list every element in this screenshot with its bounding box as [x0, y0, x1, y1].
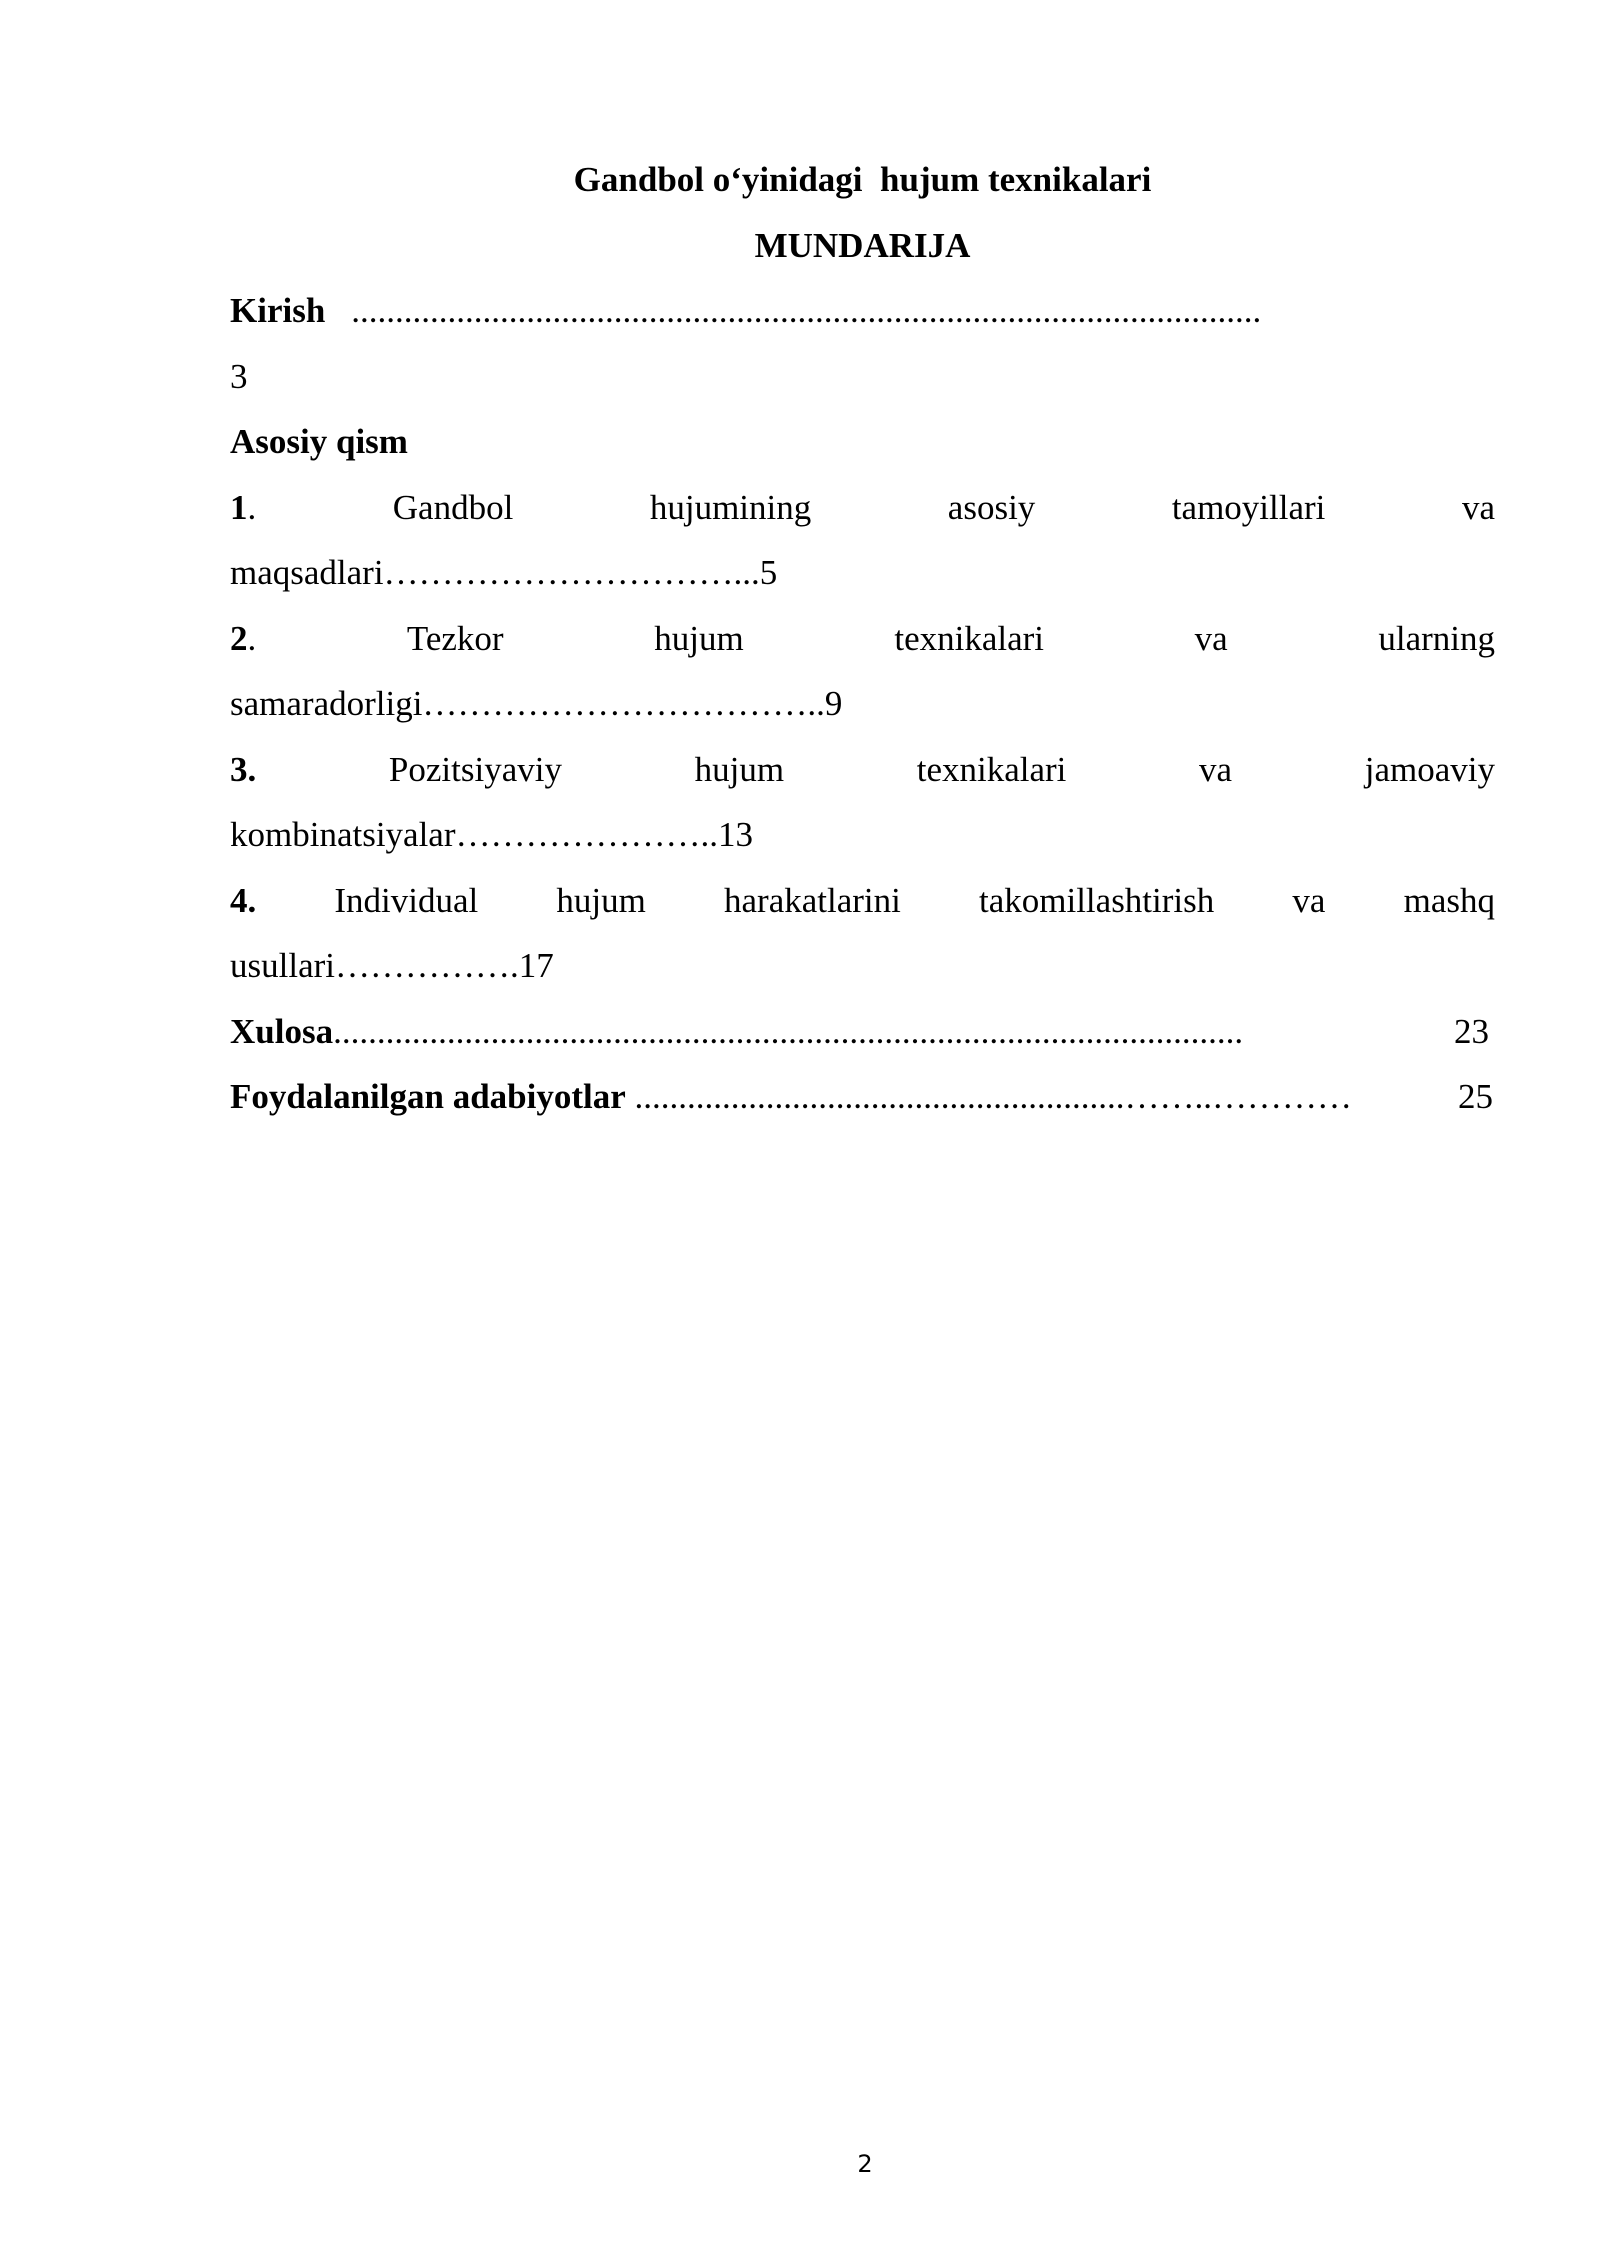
- toc-item-1-word: hujumining: [649, 487, 812, 527]
- toc-item-4-word: mashq: [1403, 880, 1495, 920]
- toc-item-4-line2: [230, 933, 1495, 999]
- toc-item-2-continuation: samaradorligi……………………………..9: [230, 684, 843, 723]
- page-number: 2: [857, 2150, 873, 2178]
- toc-item-3-word: hujum: [694, 749, 785, 789]
- toc-item-4-word: Individual: [334, 880, 479, 920]
- toc-entry-intro: [230, 278, 1495, 344]
- toc-item-3-line1: [230, 737, 1495, 803]
- toc-item-4-continuation: usullari…………….17: [230, 946, 554, 985]
- toc-item-1-line2: [230, 540, 1495, 606]
- toc-item-2-word: Tezkor: [406, 618, 504, 658]
- toc-entry-references-label: Foydalanilgan adabiyotlar: [230, 1077, 626, 1116]
- toc-entry-intro-page: 3: [230, 356, 248, 396]
- toc-entry-intro-label: Kirish: [230, 291, 326, 330]
- section-heading-text: Asosiy qism: [230, 422, 408, 461]
- toc-item-1-line1: [230, 475, 1495, 541]
- toc-entry-intro-leader: ........................................................................................................: [351, 291, 1262, 330]
- toc-item-1-word: tamoyillari: [1171, 487, 1326, 527]
- document-title: [230, 147, 1495, 213]
- toc-item-4-word: takomillashtirish: [979, 880, 1215, 920]
- toc-item-4-line1: [230, 868, 1495, 934]
- section-heading: [230, 409, 1495, 475]
- toc-item-2-word: texnikalari: [894, 618, 1044, 658]
- toc-item-3-word: texnikalari: [916, 749, 1067, 789]
- toc-entry-references-page: 25: [1458, 1077, 1493, 1116]
- toc-entry-conclusion: [230, 999, 1489, 1065]
- toc-item-4-word: va: [1292, 880, 1326, 920]
- toc-item-2-number: 2.: [230, 618, 257, 658]
- toc-item-1-number: 1.: [230, 487, 257, 527]
- toc-entry-references: [230, 1064, 1493, 1130]
- toc-entry-conclusion-page: 23: [1454, 1011, 1489, 1051]
- toc-item-4-word: hujum: [556, 880, 646, 920]
- toc-item-1-continuation: maqsadlari…………………………...5: [230, 553, 778, 592]
- toc-entry-conclusion-leader: ........................................................................................................: [333, 1011, 1244, 1051]
- document-title-text: Gandbol o‘yinidagi hujum texnikalari: [573, 160, 1152, 199]
- toc-heading: [230, 213, 1495, 279]
- toc-item-1-word: Gandbol: [392, 487, 514, 527]
- toc-item-2-word: ularning: [1378, 618, 1495, 658]
- toc-item-1-word: va: [1461, 487, 1495, 527]
- toc-heading-text: MUNDARIJA: [754, 225, 971, 265]
- toc-item-3-line2: [230, 802, 1495, 868]
- toc-entry-conclusion-label: Xulosa: [230, 1011, 334, 1051]
- toc-item-3-word: jamoaviy: [1364, 749, 1495, 789]
- toc-item-4-number: 4.: [230, 880, 257, 920]
- toc-entry-intro-page-line: [230, 344, 1495, 410]
- toc-entry-references-leader: ........................................................……..…………: [625, 1077, 1353, 1116]
- toc-item-3-word: Pozitsiyaviy: [388, 749, 562, 789]
- toc-item-3-continuation: kombinatsiyalar…………………..13: [230, 815, 754, 854]
- toc-item-2-word: hujum: [654, 618, 744, 658]
- toc-item-2-line1: [230, 606, 1495, 672]
- toc-item-1-word: asosiy: [947, 487, 1036, 527]
- toc-item-3-number: 3.: [230, 749, 257, 789]
- toc-item-3-word: va: [1199, 749, 1233, 789]
- toc-item-4-word: harakatlarini: [724, 880, 901, 920]
- toc-item-2-line2: [230, 671, 1495, 737]
- toc-item-2-word: va: [1194, 618, 1228, 658]
- toc-content: [230, 147, 1495, 1130]
